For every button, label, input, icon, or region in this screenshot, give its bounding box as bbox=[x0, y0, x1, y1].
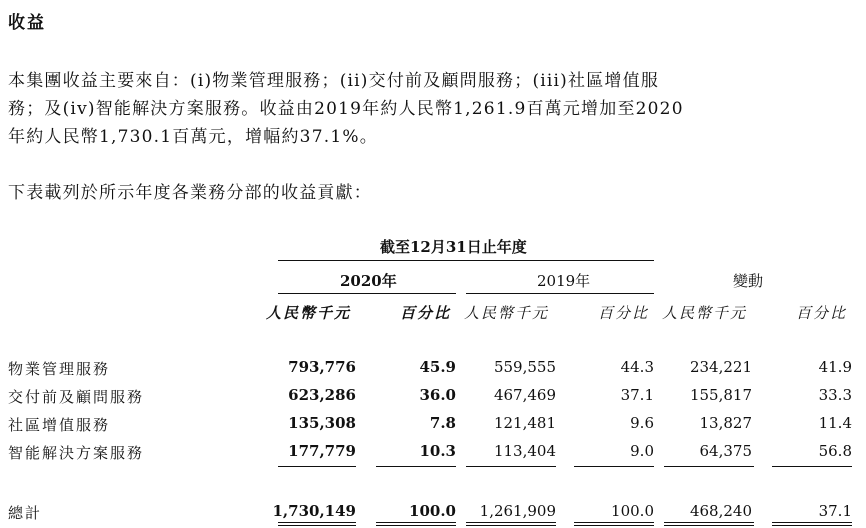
section-title: 收益 bbox=[8, 13, 46, 33]
table-cell: 623,286 bbox=[288, 386, 356, 404]
table-intro: 下表載列於所示年度各業務分部的收益貢獻： bbox=[8, 183, 372, 203]
table-cell: 37.1 bbox=[620, 386, 654, 404]
table-cell: 11.4 bbox=[818, 414, 852, 432]
subtotal-rule bbox=[466, 466, 556, 467]
table-cell: 113,404 bbox=[493, 442, 556, 460]
total-row-label: 總計 bbox=[8, 504, 43, 522]
table-row-label: 交付前及顧問服務 bbox=[8, 388, 145, 406]
table-row-label: 智能解決方案服務 bbox=[8, 444, 145, 462]
total-cell: 37.1 bbox=[818, 502, 852, 520]
table-cell: 467,469 bbox=[493, 386, 556, 404]
total-cell: 1,730,149 bbox=[272, 502, 356, 520]
table-cell: 9.6 bbox=[630, 414, 654, 432]
total-cell: 1,261,909 bbox=[479, 502, 556, 520]
table-cell: 135,308 bbox=[288, 414, 356, 432]
period-header-rule bbox=[278, 260, 654, 261]
paragraph-line-2: 務；及(iv)智能解決方案服務。收益由2019年約人民幣1,261.9百萬元增加至2020 bbox=[8, 99, 684, 119]
change-header: 變動 bbox=[733, 272, 764, 290]
total-rule bbox=[278, 522, 356, 526]
total-cell: 100.0 bbox=[409, 502, 456, 520]
total-cell: 100.0 bbox=[611, 502, 654, 520]
table-cell: 155,817 bbox=[689, 386, 752, 404]
table-cell: 559,555 bbox=[493, 358, 556, 376]
total-rule bbox=[574, 522, 654, 526]
table-cell: 36.0 bbox=[419, 386, 456, 404]
total-rule bbox=[664, 522, 754, 526]
table-cell: 33.3 bbox=[818, 386, 852, 404]
subtotal-rule bbox=[376, 466, 456, 467]
table-cell: 10.3 bbox=[419, 442, 456, 460]
col-rmb-2020: 人民幣千元 bbox=[266, 304, 352, 322]
paragraph-line-1: 本集團收益主要來自：(i)物業管理服務；(ii)交付前及顧問服務；(iii)社區增值服 bbox=[8, 71, 660, 91]
col-pct-2019: 百分比 bbox=[598, 304, 650, 322]
total-rule bbox=[466, 522, 556, 526]
table-row-label: 物業管理服務 bbox=[8, 360, 111, 378]
table-row-label: 社區增值服務 bbox=[8, 416, 111, 434]
table-cell: 7.8 bbox=[429, 414, 456, 432]
col-pct-2020: 百分比 bbox=[400, 304, 452, 322]
col-pct-change: 百分比 bbox=[796, 304, 848, 322]
paragraph-line-3: 年約人民幣1,730.1百萬元，增幅約37.1%。 bbox=[8, 127, 378, 147]
table-cell: 41.9 bbox=[818, 358, 852, 376]
table-cell: 44.3 bbox=[620, 358, 654, 376]
year-2020-rule bbox=[278, 293, 456, 294]
year-2019-rule bbox=[466, 293, 654, 294]
table-cell: 234,221 bbox=[689, 358, 752, 376]
year-2020-header: 2020年 bbox=[340, 272, 397, 290]
subtotal-rule bbox=[664, 466, 754, 467]
subtotal-rule bbox=[772, 466, 852, 467]
table-cell: 64,375 bbox=[699, 442, 752, 460]
total-cell: 468,240 bbox=[689, 502, 752, 520]
table-cell: 121,481 bbox=[493, 414, 556, 432]
table-cell: 56.8 bbox=[818, 442, 852, 460]
col-rmb-change: 人民幣千元 bbox=[662, 304, 748, 322]
total-rule bbox=[376, 522, 456, 526]
table-cell: 13,827 bbox=[699, 414, 752, 432]
table-cell: 793,776 bbox=[288, 358, 356, 376]
table-cell: 45.9 bbox=[419, 358, 456, 376]
table-cell: 9.0 bbox=[630, 442, 654, 460]
year-2019-header: 2019年 bbox=[537, 272, 591, 290]
total-rule bbox=[772, 522, 852, 526]
period-header: 截至12月31日止年度 bbox=[380, 238, 527, 256]
subtotal-rule bbox=[278, 466, 356, 467]
table-cell: 177,779 bbox=[288, 442, 356, 460]
subtotal-rule bbox=[574, 466, 654, 467]
col-rmb-2019: 人民幣千元 bbox=[464, 304, 550, 322]
